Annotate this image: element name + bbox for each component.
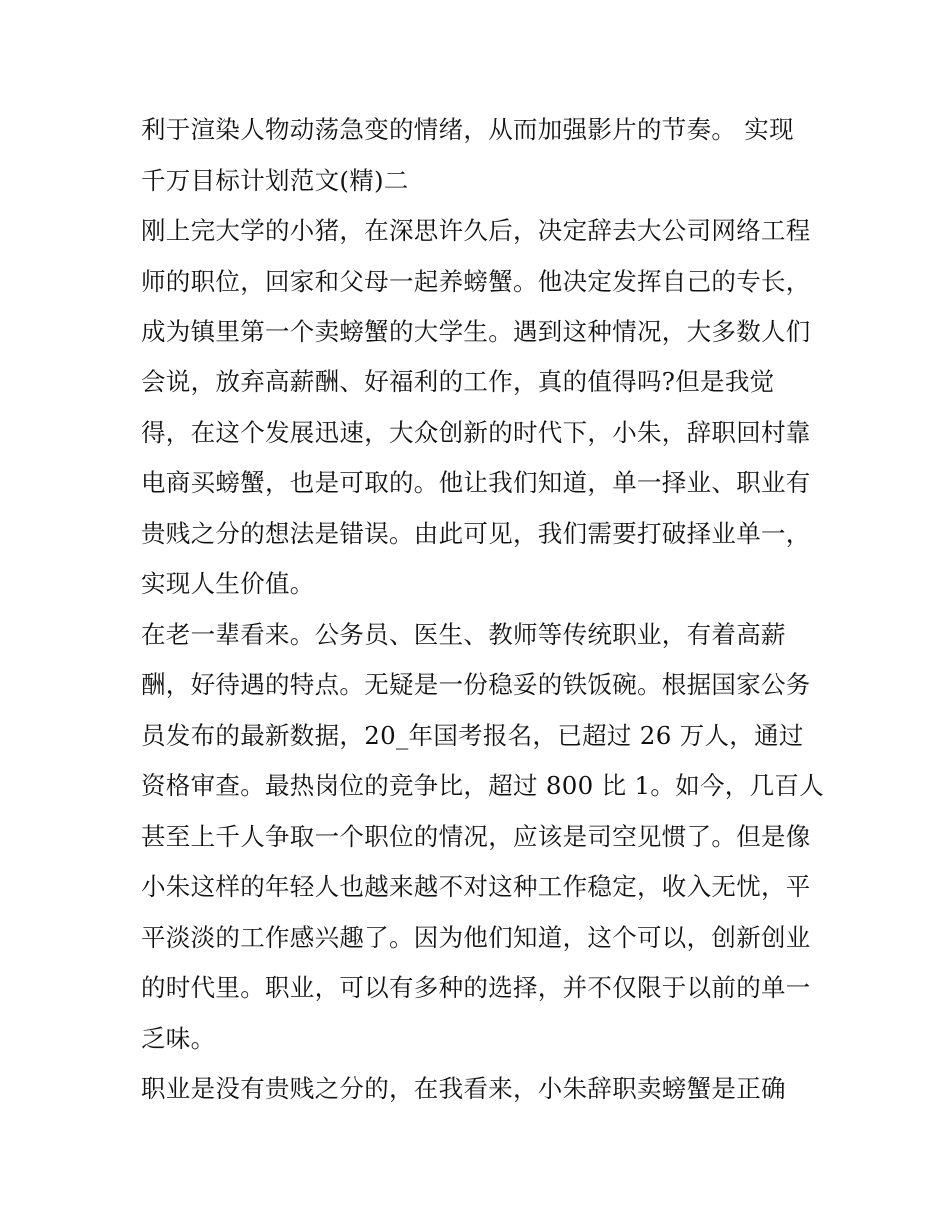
text-line: 职业是没有贵贱之分的，在我看来，小朱辞职卖螃蟹是正确 — [141, 1074, 786, 1103]
text-line: 刚上完大学的小猪，在深思许久后，决定辞去大公司网络工程 — [141, 216, 811, 245]
text-line: 利于渲染人物动荡急变的情绪，从而加强影片的节奏。 实现 — [141, 115, 794, 144]
text-line: 员发布的最新数据，20_年国考报名，已超过 26 万人，通过 — [141, 721, 804, 750]
text-line: 师的职位，回家和父母一起养螃蟹。他决定发挥自己的专长， — [141, 267, 811, 296]
text-line: 得，在这个发展迅速，大众创新的时代下，小朱，辞职回村靠 — [141, 418, 811, 447]
text-line: 平淡淡的工作感兴趣了。因为他们知道，这个可以，创新创业 — [141, 923, 811, 952]
text-line: 实现人生价值。 — [141, 569, 315, 598]
text-line: 贵贱之分的想法是错误。由此可见，我们需要打破择业单一， — [141, 519, 811, 548]
text-line: 千万目标计划范文(精)二 — [141, 166, 409, 195]
text-line: 酬，好待遇的特点。无疑是一份稳妥的铁饭碗。根据国家公务 — [141, 670, 811, 699]
text-line: 甚至上千人争取一个职位的情况，应该是司空见惯了。但是像 — [141, 822, 811, 851]
text-line: 乏味。 — [141, 1024, 216, 1053]
text-line: 电商买螃蟹，也是可取的。他让我们知道，单一择业、职业有 — [141, 468, 811, 497]
text-line: 会说，放弃高薪酬、好福利的工作，真的值得吗?但是我觉 — [141, 367, 775, 396]
text-line: 的时代里。职业，可以有多种的选择，并不仅限于以前的单一 — [141, 973, 811, 1002]
text-line: 资格审查。最热岗位的竞争比，超过 800 比 1。如今，几百人 — [141, 771, 825, 800]
text-line: 小朱这样的年轻人也越来越不对这种工作稳定，收入无忧，平 — [141, 872, 811, 901]
text-line: 在老一辈看来。公务员、医生、教师等传统职业，有着高薪 — [141, 620, 786, 649]
text-line: 成为镇里第一个卖螃蟹的大学生。遇到这种情况，大多数人们 — [141, 317, 811, 346]
